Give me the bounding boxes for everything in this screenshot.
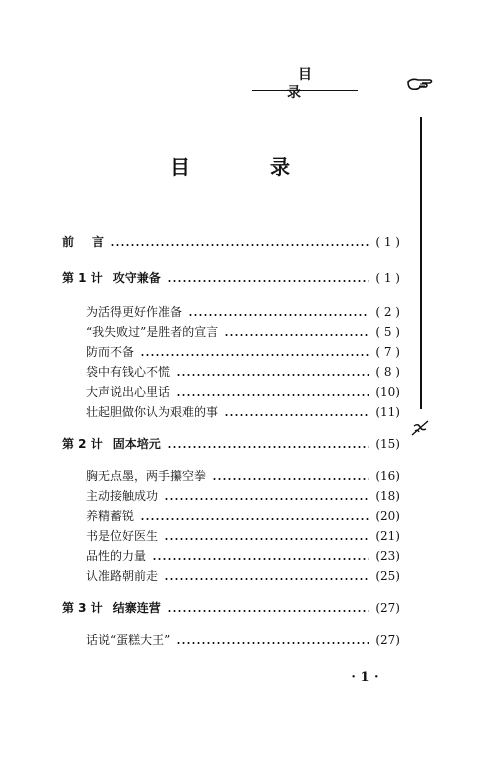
toc-chapter-entry [62,598,400,618]
toc-entry-number: 前 [62,235,75,249]
toc-entry-page: ( 2 ) [375,305,400,319]
toc-section-entry [86,402,400,422]
dot-leader [176,394,369,396]
dot-leader [188,314,369,316]
toc-entry-title: 壮起胆做你认为艰难的事 [86,405,219,419]
dot-leader [176,374,369,376]
dot-leader [164,578,369,580]
dot-leader [152,558,369,560]
toc-entry-title: 养精蓄锐 [86,509,135,523]
toc-entry-title: 主动接触成功 [86,489,159,503]
dot-leader [176,642,369,644]
dot-leader [164,498,369,500]
pointing-hand-icon [406,76,434,92]
toc-chapter-entry [62,268,400,288]
running-header: 目 录 [252,66,358,91]
toc-entry-title: 大声说出心里话 [86,385,171,399]
toc-section-entry [86,322,400,342]
toc-section-entry [86,486,400,506]
toc-section-entry [86,302,400,322]
toc-entry-page: ( 7 ) [375,345,400,359]
toc-entry-title: 言 [92,235,105,249]
toc-section-entry [86,566,400,586]
toc-entry-title: 攻守兼备 [112,271,161,285]
dot-leader [140,518,369,520]
dot-leader [167,610,370,612]
toc-section-entry [86,466,400,486]
dot-leader [164,538,369,540]
dot-leader [167,280,370,282]
toc-section-entry [86,526,400,546]
toc-entry-title: 为活得更好作准备 [86,305,183,319]
toc-chapter-entry [62,434,400,454]
toc-entry-title: 话说“蛋糕大王” [86,633,171,647]
toc-entry-title: 防而不备 [86,345,135,359]
dot-leader [110,244,369,246]
toc-entry-page: (23) [375,549,400,563]
toc-entry-page: (15) [375,437,400,451]
toc-section-entry [86,506,400,526]
toc-entry-page: (27) [375,601,400,615]
toc-chapter-entry [62,232,400,252]
toc-section-entry [86,342,400,362]
toc-entry-page: (21) [375,529,400,543]
toc-entry-title: 书是位好医生 [86,529,159,543]
toc-entry-page: ( 1 ) [375,271,400,285]
toc-section-entry [86,362,400,382]
toc-entry-page: (18) [375,489,400,503]
toc-entry-page: ( 1 ) [375,235,400,249]
dot-leader [224,414,369,416]
page-title-char-2: 录 [270,154,290,179]
toc-entry-number: 第 1 计 [62,271,103,285]
toc-entry-title: 袋中有钱心不慌 [86,365,171,379]
toc-section-entry [86,546,400,566]
dot-leader [212,478,369,480]
toc-entry-page: (27) [375,633,400,647]
toc-entry-title: 认准路朝前走 [86,569,159,583]
toc-entry-page: (10) [375,385,400,399]
toc-section-entry [86,382,400,402]
toc-section-entry [86,630,400,650]
page-title-char-1: 目 [170,154,190,179]
toc-entry-title: 品性的力量 [86,549,147,563]
dot-leader [167,446,370,448]
dot-leader [140,354,369,356]
toc-entry-page: (11) [375,405,400,419]
toc-entry-page: (25) [375,569,400,583]
toc-entry-page: ( 5 ) [375,325,400,339]
toc-entry-title: 固本培元 [112,437,161,451]
toc-entry-title: “我失败过”是胜者的宣言 [86,325,219,339]
decorative-ornament-icon [409,418,431,438]
toc-entry-title: 胸无点墨，两手攥空拳 [86,469,207,483]
toc-entry-page: (20) [375,509,400,523]
toc-entry-title: 结寨连营 [112,601,161,615]
page-title [170,150,290,180]
toc-entry-page: ( 8 ) [375,365,400,379]
toc-entry-page: (16) [375,469,400,483]
dot-leader [224,334,369,336]
side-rule [420,117,422,409]
toc-entry-number: 第 2 计 [62,437,103,451]
page-number: · 1 · [351,670,379,685]
toc-entry-number: 第 3 计 [62,601,103,615]
